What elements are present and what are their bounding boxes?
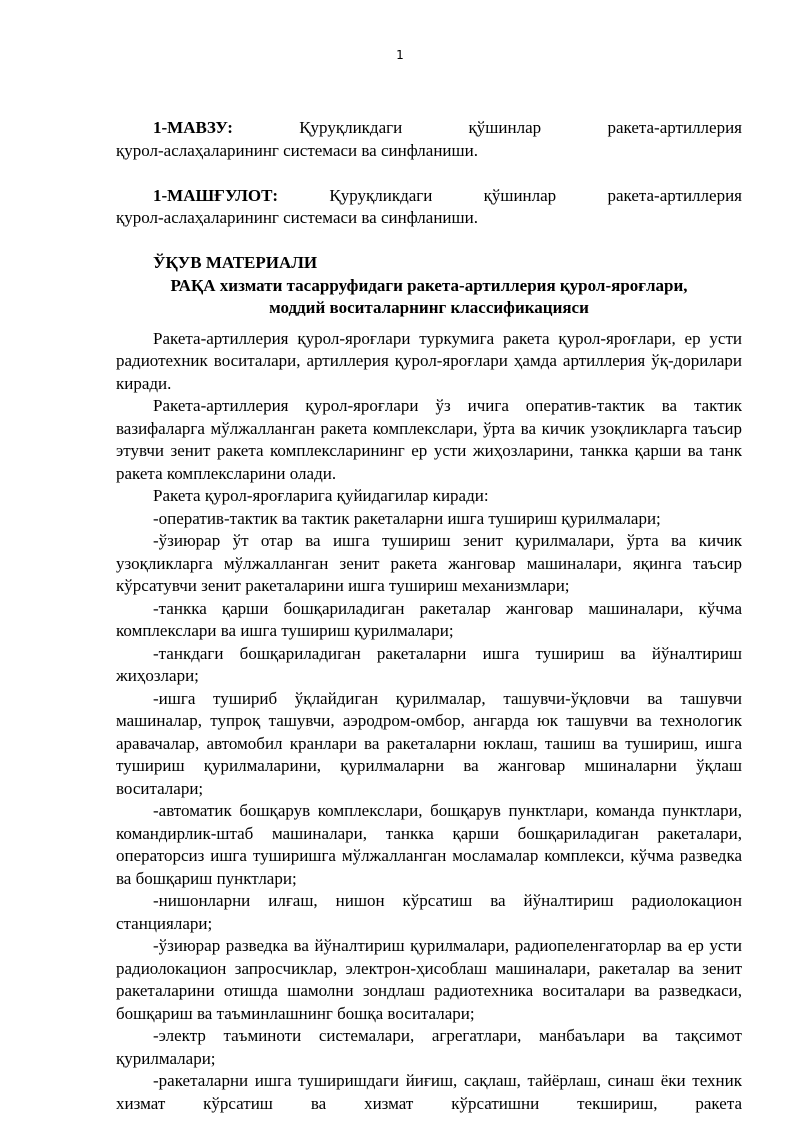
- list-item: -нишонларни илғаш, нишон кўрсатиш ва йўналтириш радиолокацион станциялари;: [116, 891, 742, 933]
- lesson-title-start: Қуруқликдаги қўшинлар ракета-артиллерия: [329, 185, 742, 205]
- list-item: -ишга тушириб ўқлайдиган қурилмалар, ташувчи-ўқловчи ва ташувчи машиналар, тупроқ ташувчи, аэродром-омбор, ангарда юк ташувчи ва технологик аравачалар, автомобил кранлари ва ракеталарни юклаш, ташиш ва тушириш, ишга тушириш қурилмаларини, қурилмаларни ва жанговар мшиналарни ўқлаш воситалари;: [116, 688, 742, 798]
- document-body: [116, 117, 742, 1115]
- topic-line-2: қурол-аслаҳаларининг системаси ва синфланиши.: [116, 140, 478, 160]
- topic-line-1: [116, 117, 742, 140]
- list-item: -ўзиюрар ўт отар ва ишга тушириш зенит қурилмалари, ўрта ва кичик узоқликларга мўлжалланган зенит ракета жанговар машиналари, яқинга таъсир кўрсатувчи зенит ракеталарини ишга тушириш механизмлари;: [116, 531, 742, 595]
- paragraph: Ракета қурол-яроғларига қуйидагилар киради:: [153, 486, 489, 505]
- topic-title-start: Қуруқликдаги қўшинлар ракета-артиллерия: [299, 118, 742, 137]
- section-title-line-2: моддий воситаларнинг классификацияси: [269, 298, 589, 317]
- list-item: -оператив-тактик ва тактик ракеталарни ишга тушириш қурилмалари;: [153, 508, 661, 528]
- lesson-heading: [116, 185, 742, 230]
- lesson-line-1: [116, 185, 742, 208]
- page-number: 1: [396, 48, 404, 62]
- list-item: -автоматик бошқарув комплекслари, бошқарув пунктлари, команда пунктлари, командирлик-штаб машиналари, танкка қарши бошқариладиган ракеталари, операторсиз ишга туширишга мўлжалланган мосламалар комплекси, кўчма разведка ва бошқариш пунктлари;: [116, 801, 742, 888]
- list-item: -танкдаги бошқариладиган ракеталарни ишга тушириш ва йўналтириш жиҳозлари;: [116, 643, 742, 685]
- list-item: -танкка қарши бошқариладиган ракеталар жанговар машиналари, кўчма комплекслари ва ишга тушириш қурилмалари;: [116, 598, 742, 640]
- list-item: -ракеталарни ишга туширишдаги йиғиш, сақлаш, тайёрлаш, синаш ёки техник хизмат кўрсатиш ва хизмат кўрсатишни текшириш, ракета: [116, 1071, 742, 1113]
- list-item: -ўзиюрар разведка ва йўналтириш қурилмалари, радиопеленгаторлар ва ер усти радиолокацион запросчиклар, электрон-ҳисоблаш машиналари, ракеталар ва зенит ракеталарини отишда шамолни зондлаш радиотехника воситалари ва разведкаси, бошқариш ва таъминлашнинг бошқа воситалари;: [116, 936, 742, 1023]
- list-item: -электр таъминоти системалари, агрегатлари, манбаълари ва тақсимот қурилмалари;: [116, 1026, 742, 1068]
- paragraph: Ракета-артиллерия қурол-яроғлари туркумига ракета қурол-яроғлари, ер усти радиотехник воситалари, артиллерия қурол-яроғлари ҳамда артиллерия ўқ-дорилари киради.: [116, 328, 742, 393]
- topic-label: 1-МАВЗУ:: [153, 118, 233, 137]
- lesson-label: 1-МАШҒУЛОТ:: [153, 185, 279, 205]
- material-title: ЎҚУВ МАТЕРИАЛИ: [153, 253, 318, 272]
- paragraph-list: [116, 328, 742, 1116]
- topic-heading: [116, 117, 742, 162]
- lesson-line-2: қурол-аслаҳаларининг системаси ва синфланиши.: [116, 208, 478, 227]
- paragraph: Ракета-артиллерия қурол-яроғлари ўз ичига оператив-тактик ва тактик вазифаларга мўлжалланган ракета комплекслари, ўрта ва кичик узоқликларга таъсир этувчи зенит ракета комплексларининг ер усти жиҳозларини, танкка қарши ва танк ракета комплексларини олади.: [116, 396, 742, 483]
- section-title-line-1: РАҚА хизмати тасарруфидаги ракета-артиллерия қурол-яроғлари,: [170, 275, 688, 295]
